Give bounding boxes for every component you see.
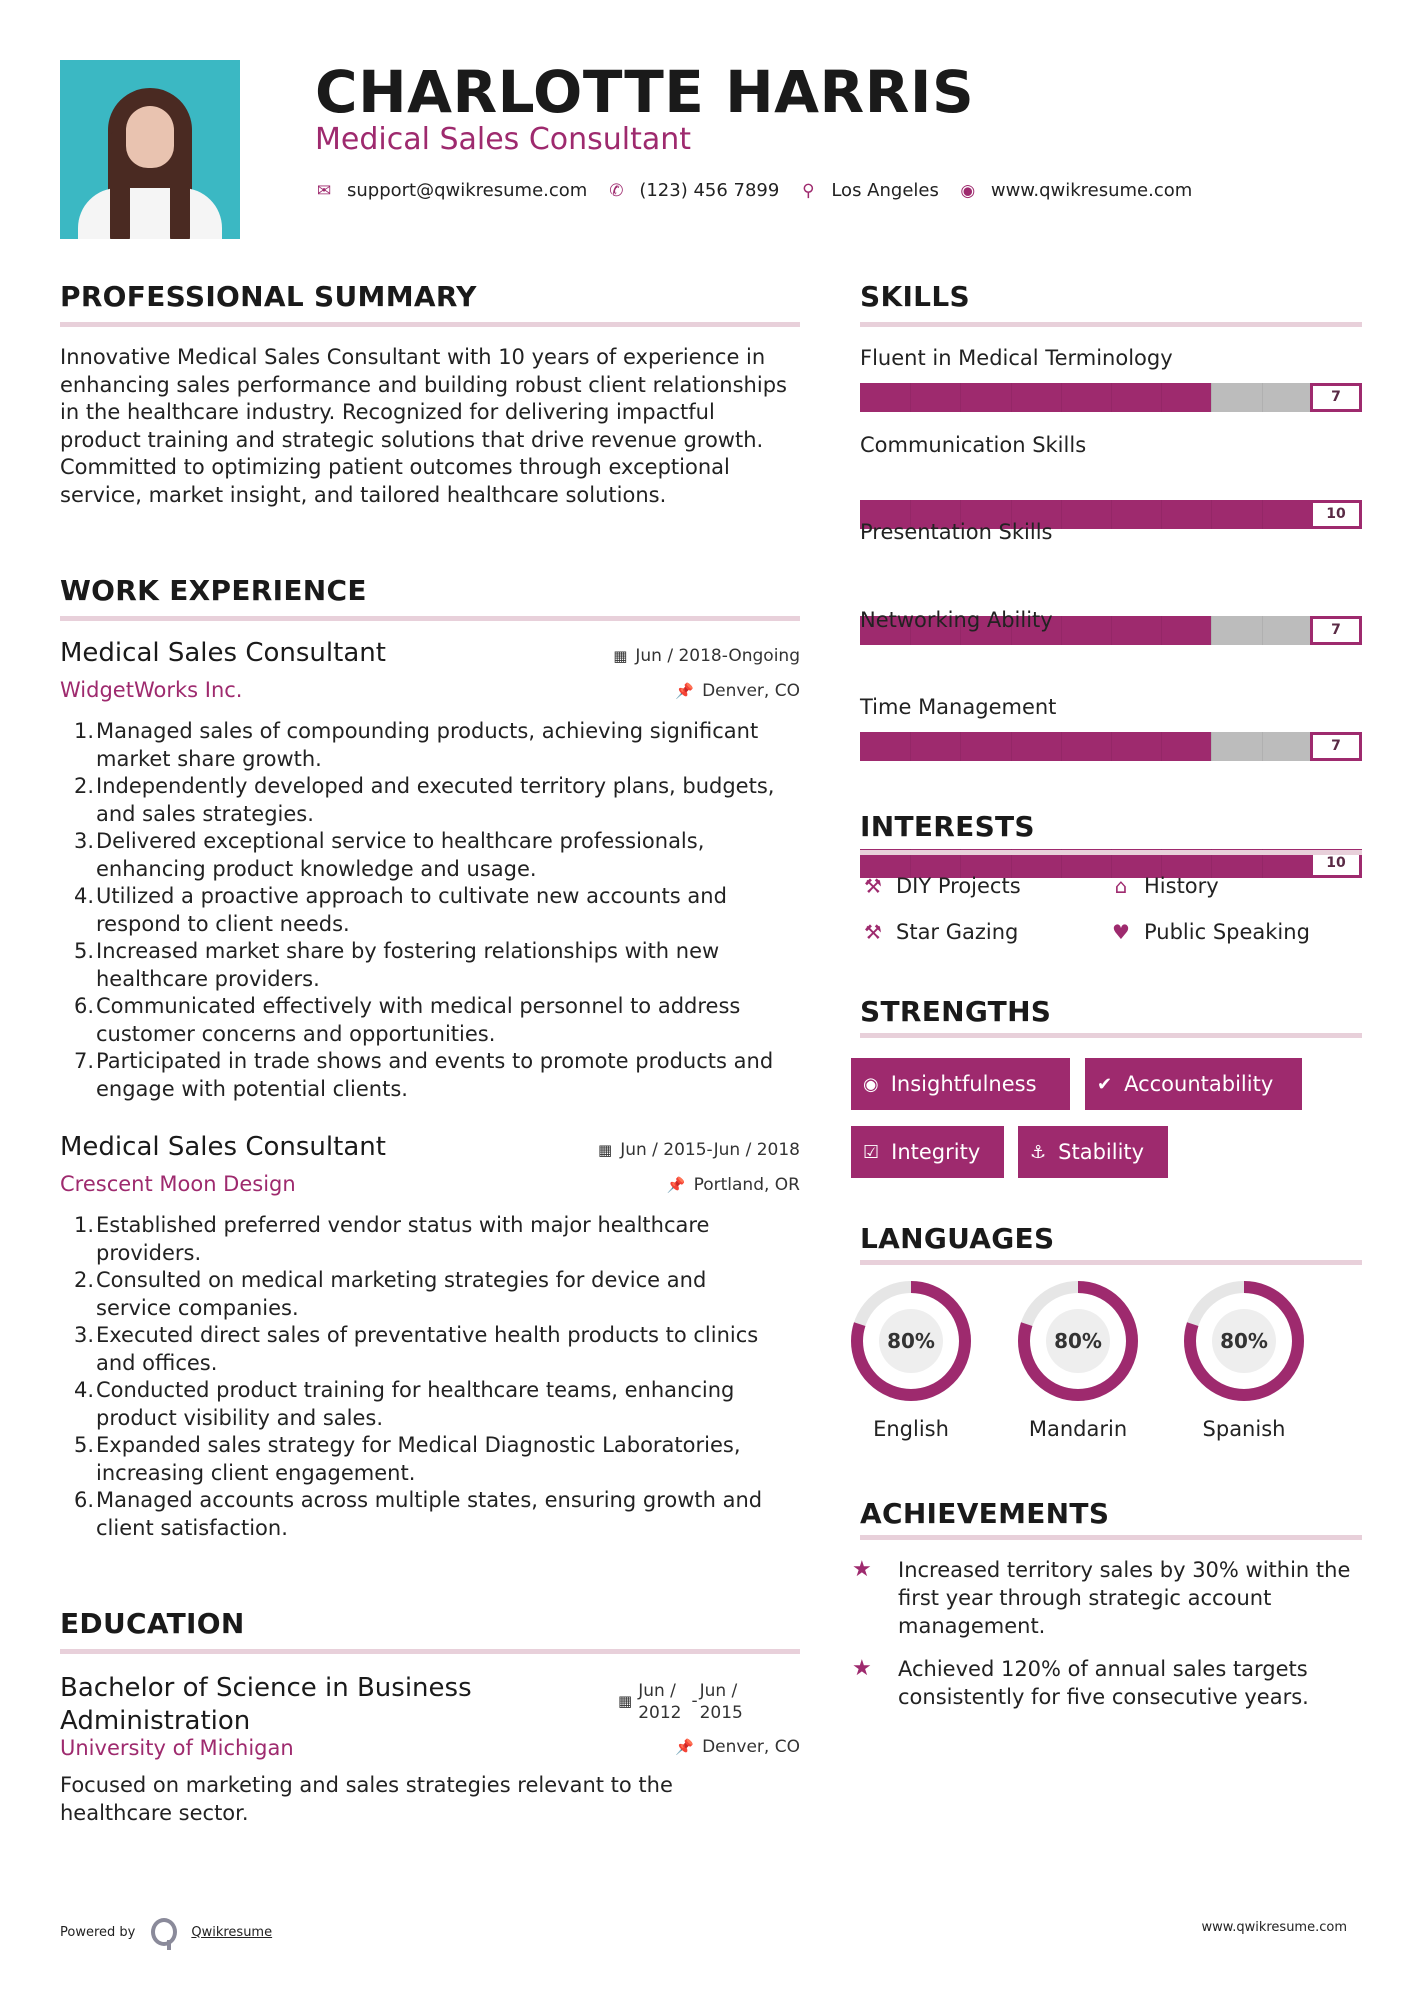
summary-heading: PROFESSIONAL SUMMARY bbox=[60, 280, 477, 313]
skill-bar bbox=[860, 383, 1362, 412]
gavel-icon: ⚒ bbox=[864, 920, 882, 944]
list-item: 2. Consulted on medical marketing strategies for device and service companies. bbox=[73, 1268, 707, 1320]
wrench-icon: ⚒ bbox=[864, 874, 882, 898]
skill-label: Networking Ability bbox=[860, 608, 1053, 632]
photo-shirt bbox=[78, 188, 222, 239]
skills-heading: SKILLS bbox=[860, 280, 970, 313]
school-name: University of Michigan bbox=[60, 1736, 294, 1760]
interest-item: ⌂ History bbox=[1108, 874, 1219, 898]
job-location-text: Portland, OR bbox=[693, 1175, 800, 1195]
pushpin-icon: 📌 bbox=[675, 682, 695, 700]
skill-score: 7 bbox=[1310, 732, 1362, 761]
education-description: Focused on marketing and sales strategies relevant to the healthcare sector. bbox=[60, 1773, 673, 1825]
calendar-icon: ▦ bbox=[598, 1141, 613, 1159]
list-item: 5. Expanded sales strategy for Medical Diagnostic Laboratories, increasing client engagement. bbox=[73, 1433, 741, 1485]
strengths-divider bbox=[860, 1033, 1362, 1038]
contact-phone-text[interactable]: (123) 456 7899 bbox=[639, 180, 780, 201]
languages-divider bbox=[860, 1260, 1362, 1265]
contact-location-text: Los Angeles bbox=[831, 180, 939, 201]
degree-line-1: Bachelor of Science in Business bbox=[60, 1673, 472, 1703]
qwikresume-logo-icon bbox=[151, 1918, 177, 1946]
strength-badge: ☑ Integrity bbox=[851, 1126, 1004, 1178]
skill-label: Communication Skills bbox=[860, 433, 1087, 457]
education-location bbox=[675, 1737, 800, 1757]
degree-line-2: Administration bbox=[60, 1706, 251, 1736]
language-progress-ring bbox=[1016, 1279, 1140, 1403]
pushpin-icon: 📌 bbox=[675, 1738, 695, 1756]
contact-website[interactable] bbox=[959, 180, 1192, 201]
envelope-icon: ✉ bbox=[316, 180, 332, 201]
job-title: Medical Sales Consultant bbox=[60, 1132, 386, 1162]
job-responsibilities bbox=[73, 718, 788, 1103]
phone-icon: ✆ bbox=[609, 180, 624, 201]
map-marker-icon: ⚲ bbox=[802, 180, 815, 201]
list-item: 4. Utilized a proactive approach to cultivate new accounts and respond to client needs. bbox=[73, 884, 727, 936]
skill-bar-fill bbox=[860, 383, 1211, 412]
language-item bbox=[1182, 1279, 1306, 1441]
check-circle-icon: ✔ bbox=[1097, 1073, 1113, 1095]
strength-badge: ✔ Accountability bbox=[1085, 1058, 1302, 1110]
svg-text:80%: 80% bbox=[1220, 1329, 1268, 1353]
language-label: English bbox=[873, 1417, 949, 1441]
list-item: 3. Delivered exceptional service to healthcare professionals, enhancing product knowledge and usage. bbox=[73, 829, 705, 881]
achievement-item: ★ Achieved 120% of annual sales targets consistently for five consecutive years. bbox=[852, 1656, 1309, 1709]
achievement-item: ★ Increased territory sales by 30% within the first year through strategic account management. bbox=[852, 1557, 1351, 1638]
strength-badge: ◉ Insightfulness bbox=[851, 1058, 1070, 1110]
skill-score: 7 bbox=[1310, 383, 1362, 412]
footer-website[interactable]: www.qwikresume.com bbox=[1201, 1920, 1347, 1935]
experience-divider bbox=[60, 616, 800, 621]
language-label: Mandarin bbox=[1028, 1417, 1128, 1441]
skills-divider bbox=[860, 322, 1362, 327]
candidate-name: CHARLOTTE HARRIS bbox=[315, 58, 975, 126]
contact-location bbox=[799, 180, 939, 201]
svg-text:80%: 80% bbox=[1054, 1329, 1102, 1353]
achievements-heading: ACHIEVEMENTS bbox=[860, 1497, 1110, 1530]
skill-bar-fill bbox=[860, 732, 1211, 761]
footer-powered-by: Powered by Qwikresume bbox=[60, 1918, 272, 1946]
education-location-text: Denver, CO bbox=[702, 1737, 800, 1757]
skill-score: 10 bbox=[1310, 500, 1362, 529]
job-responsibilities bbox=[73, 1212, 788, 1542]
list-item: 6. Communicated effectively with medical personnel to address customer concerns and opportunities. bbox=[73, 994, 741, 1046]
calendar-icon: ▦ bbox=[613, 647, 628, 665]
museum-icon: ⌂ bbox=[1114, 874, 1128, 898]
degree-title bbox=[60, 1672, 580, 1738]
star-icon: ★ bbox=[852, 1656, 872, 1681]
job-location-text: Denver, CO bbox=[702, 681, 800, 701]
skill-label: Presentation Skills bbox=[860, 520, 1053, 544]
job-date bbox=[613, 646, 800, 666]
list-item: 3. Executed direct sales of preventative health products to clinics and offices. bbox=[73, 1323, 759, 1375]
candidate-title: Medical Sales Consultant bbox=[315, 122, 692, 157]
pushpin-icon: 📌 bbox=[666, 1176, 686, 1194]
skill-label: Time Management bbox=[860, 695, 1057, 719]
skill-score: 10 bbox=[1310, 849, 1362, 878]
language-item bbox=[849, 1279, 973, 1441]
heartbeat-icon: ♥ bbox=[1112, 920, 1130, 944]
language-progress-ring bbox=[1182, 1279, 1306, 1403]
svg-text:80%: 80% bbox=[887, 1329, 935, 1353]
education-heading: EDUCATION bbox=[60, 1607, 245, 1640]
calendar-icon: ▦ bbox=[618, 1692, 633, 1710]
language-item bbox=[1016, 1279, 1140, 1441]
star-icon: ★ bbox=[852, 1557, 872, 1582]
achievements-divider bbox=[860, 1535, 1362, 1540]
job-date bbox=[598, 1140, 800, 1160]
qwikresume-link[interactable]: Qwikresume bbox=[191, 1924, 273, 1940]
contact-bar bbox=[315, 180, 1212, 201]
language-label: Spanish bbox=[1202, 1417, 1286, 1441]
strengths-heading: STRENGTHS bbox=[860, 995, 1052, 1028]
job-company: Crescent Moon Design bbox=[60, 1172, 296, 1196]
experience-heading: WORK EXPERIENCE bbox=[60, 574, 367, 607]
interest-item: ⚒ DIY Projects bbox=[860, 874, 1021, 898]
summary-divider bbox=[60, 322, 800, 327]
job-location bbox=[675, 681, 800, 701]
language-progress-ring bbox=[849, 1279, 973, 1403]
list-item: 4. Conducted product training for healthcare teams, enhancing product visibility and sales. bbox=[73, 1378, 735, 1430]
job-date-text: Jun / 2015-Jun / 2018 bbox=[620, 1140, 800, 1160]
contact-email[interactable] bbox=[315, 180, 587, 201]
photo-face bbox=[126, 106, 174, 168]
interest-item: ⚒ Star Gazing bbox=[860, 920, 1018, 944]
list-item: 6. Managed accounts across multiple states, ensuring growth and client satisfaction. bbox=[73, 1488, 763, 1540]
job-date-text: Jun / 2018-Ongoing bbox=[635, 646, 800, 666]
globe-icon: ◉ bbox=[960, 180, 976, 201]
interest-item: ♥ Public Speaking bbox=[1108, 920, 1310, 944]
skill-score: 7 bbox=[1310, 616, 1362, 645]
anchor-icon: ⚓ bbox=[1030, 1141, 1047, 1163]
list-item: 5. Increased market share by fostering relationships with new healthcare providers. bbox=[73, 939, 720, 991]
contact-email-text[interactable]: support@qwikresume.com bbox=[347, 180, 588, 201]
skill-label: Fluent in Medical Terminology bbox=[860, 346, 1173, 370]
list-item: 1. Managed sales of compounding products, achieving significant market share growth. bbox=[73, 719, 759, 771]
education-date: ▦ Jun / 2012 - Jun / 2015 bbox=[618, 1681, 743, 1723]
strength-badge: ⚓ Stability bbox=[1018, 1126, 1168, 1178]
job-company: WidgetWorks Inc. bbox=[60, 678, 243, 702]
list-item: 2. Independently developed and executed territory plans, budgets, and sales strategies. bbox=[73, 774, 775, 826]
contact-phone[interactable] bbox=[607, 180, 779, 201]
profile-photo bbox=[60, 60, 240, 239]
check-square-icon: ☑ bbox=[863, 1141, 880, 1163]
education-divider bbox=[60, 1649, 800, 1654]
job-title: Medical Sales Consultant bbox=[60, 638, 386, 668]
job-location bbox=[667, 1175, 800, 1195]
languages-heading: LANGUAGES bbox=[860, 1222, 1055, 1255]
contact-website-text[interactable]: www.qwikresume.com bbox=[990, 180, 1193, 201]
list-item: 1. Established preferred vendor status with major healthcare providers. bbox=[73, 1213, 710, 1265]
interests-heading: INTERESTS bbox=[860, 810, 1035, 843]
skill-bar bbox=[860, 732, 1362, 761]
list-item: 7. Participated in trade shows and events to promote products and engage with potential clients. bbox=[73, 1049, 774, 1101]
interests-divider bbox=[860, 850, 1362, 855]
eye-icon: ◉ bbox=[863, 1073, 879, 1095]
summary-text: Innovative Medical Sales Consultant with 10 years of experience in enhancing sales performance and building robust client relationships in the healthcare industry. Recognized for delivering impactful product training and strategic solutions that drive revenue growth. Committed to optimizing patient outcomes through exceptional service, market insight, and tailored healthcare solutions. bbox=[60, 345, 787, 507]
